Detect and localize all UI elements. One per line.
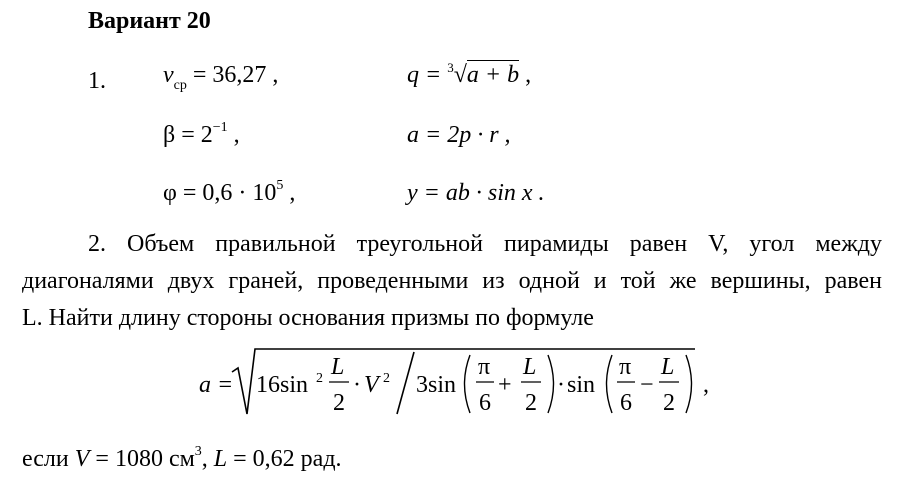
big-slash bbox=[397, 352, 414, 414]
variant-title: Вариант 20 bbox=[88, 8, 211, 34]
paren-open-2 bbox=[607, 355, 613, 413]
cond-prefix: если bbox=[22, 446, 75, 472]
formula-lhs: a = bbox=[199, 372, 234, 398]
formula-comma: , bbox=[703, 372, 709, 398]
plus-sign: + bbox=[498, 372, 512, 398]
frac4-num: π bbox=[619, 354, 632, 380]
beta-tail: , bbox=[227, 122, 240, 148]
phi-exp: 5 bbox=[276, 178, 284, 193]
dot-2: · bbox=[557, 372, 565, 398]
coef-3sin: 3sin bbox=[416, 372, 457, 398]
sin-2: sin bbox=[567, 372, 596, 398]
V-var: V bbox=[364, 372, 379, 398]
v-sub: ср bbox=[173, 78, 187, 93]
paren-open-1 bbox=[465, 355, 471, 413]
cond-l-value: = 0,62 рад. bbox=[227, 446, 342, 472]
v-rhs: = 36,27 , bbox=[186, 62, 279, 88]
formula-y: y = ab · sin x . bbox=[407, 180, 545, 206]
sin-exp-2: 2 bbox=[316, 371, 323, 386]
V-exp: 2 bbox=[383, 371, 390, 386]
task2-line-1: 2. Объем правильной треугольной пирамиды равен V, угол между bbox=[88, 231, 882, 257]
frac2-num: π bbox=[478, 354, 491, 380]
task1-number: 1. bbox=[88, 68, 106, 94]
frac1-den: 2 bbox=[333, 390, 345, 416]
task2-line-2: диагоналями двух граней, проведенными из одной и той же вершины, равен bbox=[22, 268, 882, 294]
v-var: v bbox=[163, 62, 174, 88]
beta-lhs: β = 2 bbox=[163, 122, 213, 148]
phi-lhs: φ = 0,6 · 10 bbox=[163, 180, 277, 206]
q-root-index: 3 bbox=[447, 60, 454, 75]
q-lhs: q = bbox=[407, 62, 448, 88]
frac5-num: L bbox=[661, 354, 675, 380]
cond-V: V bbox=[74, 446, 90, 472]
dot-1: · bbox=[353, 372, 361, 398]
frac5-den: 2 bbox=[663, 390, 675, 416]
q-tail: , bbox=[519, 62, 532, 88]
paren-close-1 bbox=[548, 355, 554, 413]
cond-v-exp: 3 bbox=[194, 444, 202, 459]
task2-line-3: L. Найти длину стороны основания призмы по формуле bbox=[22, 305, 594, 331]
task2-condition bbox=[22, 446, 342, 473]
cond-L: L bbox=[213, 446, 228, 472]
beta-exp: −1 bbox=[212, 120, 228, 135]
cond-v-value: = 1080 см bbox=[89, 446, 195, 472]
q-radicand: a + b bbox=[466, 62, 520, 88]
phi-tail: , bbox=[283, 180, 296, 206]
formula-a: a = 2p · r , bbox=[407, 122, 511, 148]
paren-close-2 bbox=[686, 355, 692, 413]
minus-sign: − bbox=[640, 372, 654, 398]
coef-16sin: 16sin bbox=[256, 372, 309, 398]
frac4-den: 6 bbox=[620, 390, 632, 416]
frac1-num: L bbox=[331, 354, 345, 380]
frac3-den: 2 bbox=[525, 390, 537, 416]
cond-sep: , bbox=[201, 446, 214, 472]
frac2-den: 6 bbox=[479, 390, 491, 416]
frac3-num: L bbox=[523, 354, 537, 380]
q-radical-sign: √ bbox=[453, 62, 467, 88]
